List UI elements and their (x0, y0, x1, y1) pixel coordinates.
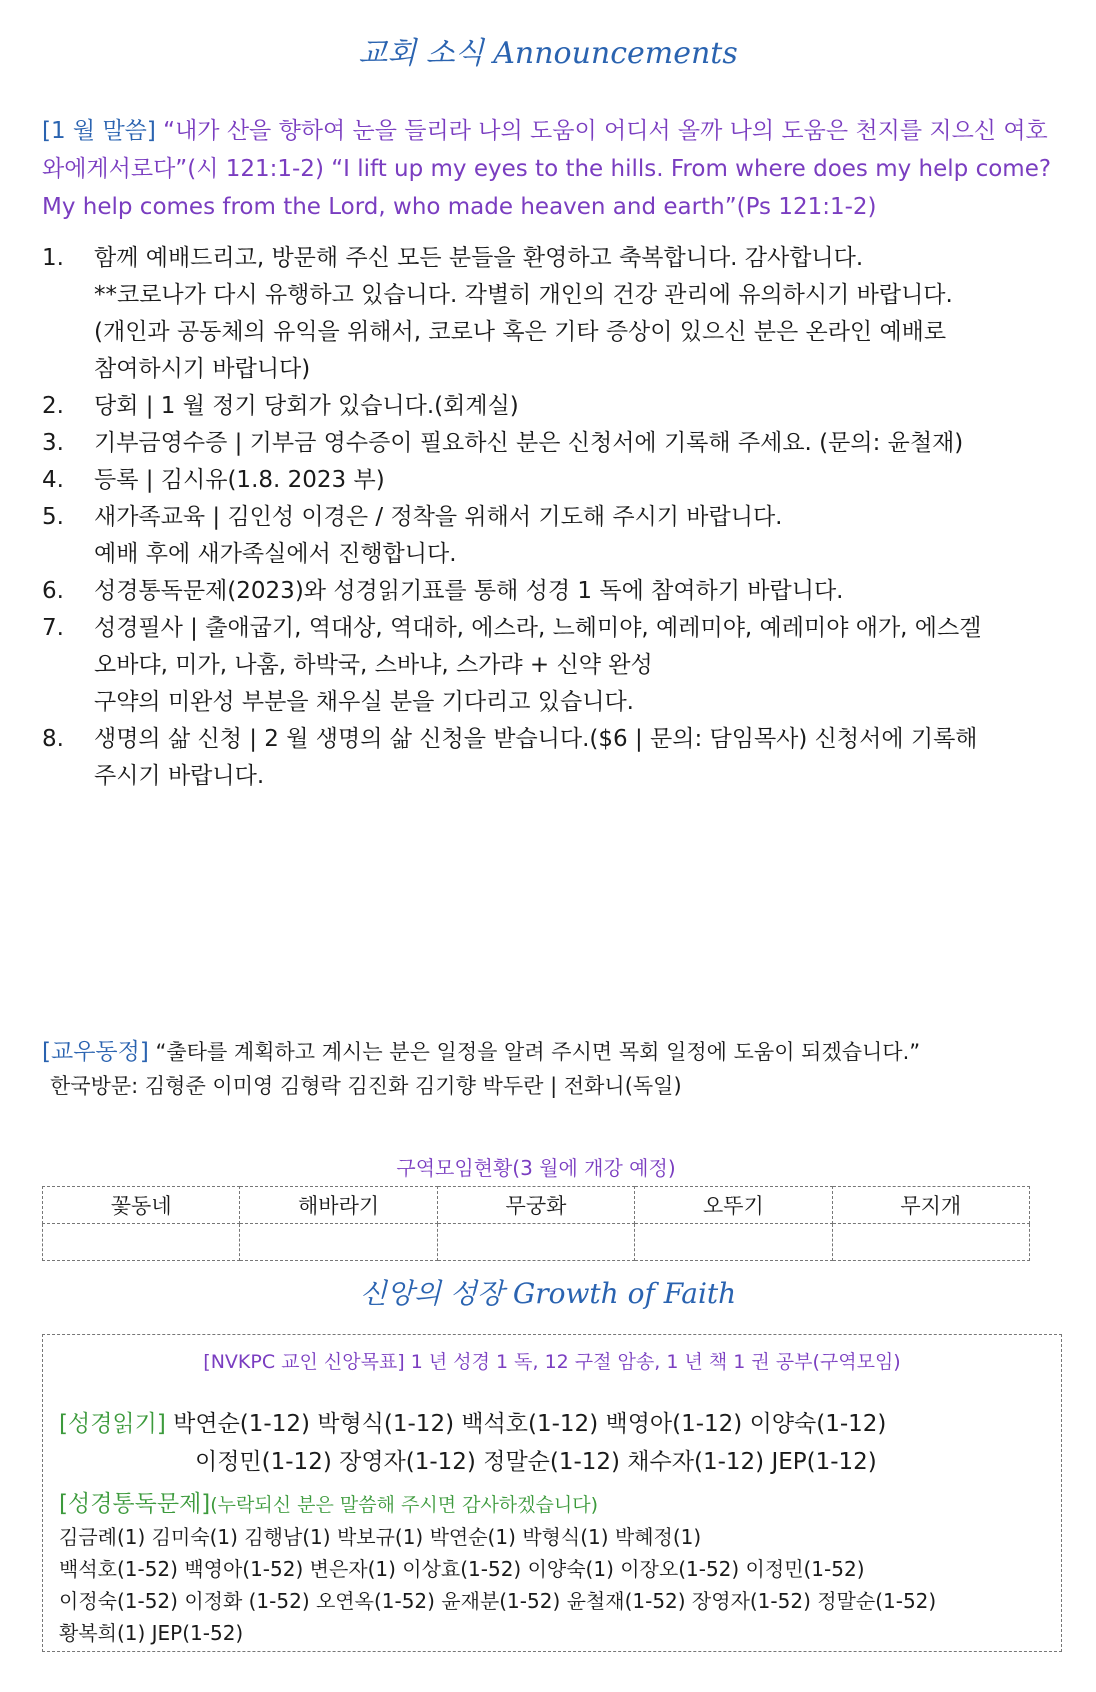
table-cell (240, 1224, 437, 1261)
announcement-list (42, 240, 1062, 795)
item-number: 1. (42, 245, 64, 271)
table-cell (832, 1224, 1029, 1261)
member-news (42, 1035, 1062, 1103)
quiz-line: 이정숙(1-52) 이정화 (1-52) 오연옥(1-52) 윤재분(1-52) 윤철재(1-52) 장영자(1-52) 정말순(1-52) (59, 1589, 937, 1613)
quiz-line: 황복희(1) JEP(1-52) (59, 1621, 244, 1645)
bible-reading-line: 박연순(1-12) 박형식(1-12) 백석호(1-12) 백영아(1-12) 이양숙(1-12) (173, 1411, 887, 1437)
item-number: 5. (42, 504, 64, 530)
verse-label: [1 월 말씀] (42, 118, 156, 144)
item-number: 4. (42, 467, 64, 493)
bible-quiz-list (59, 1521, 936, 1649)
announcement-item (42, 240, 1062, 388)
bible-quiz-note: (누락되신 분은 말씀해 주시면 감사하겠습니다) (210, 1494, 598, 1516)
member-news-text: “출타를 계획하고 계시는 분은 일정을 알려 주시면 목회 일정에 도움이 되겠습니다.” (155, 1040, 921, 1064)
bible-quiz-header (59, 1485, 598, 1518)
item-number: 8. (42, 726, 64, 752)
bible-reading-label: [성경읽기] (59, 1411, 166, 1437)
announcement-item (42, 573, 1062, 610)
small-group-caption: 구역모임현황(3 월에 개강 예정) (396, 1156, 676, 1180)
member-news-label: [교우동정] (42, 1039, 149, 1065)
growth-of-faith-box (42, 1334, 1062, 1652)
item-line: 주시기 바랍니다. (94, 763, 265, 789)
item-line: 새가족교육 | 김인성 이경은 / 정착을 위해서 기도해 주시기 바랍니다. (94, 504, 783, 530)
item-line: **코로나가 다시 유행하고 있습니다. 각별히 개인의 건강 관리에 유의하시기 바랍니다. (94, 282, 953, 308)
item-line: 성경통독문제(2023)와 성경읽기표를 통해 성경 1 독에 참여하기 바랍니다. (94, 578, 844, 604)
table-cell (43, 1224, 240, 1261)
group-name: 꽃동네 (43, 1187, 240, 1224)
small-group-table (42, 1186, 1030, 1261)
announcement-item (42, 721, 1062, 795)
item-number: 7. (42, 615, 64, 641)
korea-visit-line: 한국방문: 김형준 이미영 김형락 김진화 김기향 박두란 | 전화니(독일) (50, 1074, 682, 1098)
table-cell (437, 1224, 634, 1261)
item-line: 예배 후에 새가족실에서 진행합니다. (94, 541, 457, 567)
item-number: 3. (42, 430, 64, 456)
item-line: 생명의 삶 신청 | 2 월 생명의 삶 신청을 받습니다.($6 | 문의: 담임목사) 신청서에 기록해 (94, 726, 978, 752)
announcement-item (42, 388, 1062, 425)
item-line: 참여하시기 바랍니다) (94, 356, 311, 382)
verse-text: “내가 산을 향하여 눈을 들리라 나의 도움이 어디서 올까 나의 도움은 천지를 지으신 여호와에게서로다”(시 121:1-2) “I lift up my eyes to the hills. From where does my help come? My help comes from the Lord, who made heaven and earth”(Ps 121:1-2) (42, 118, 1052, 220)
group-name: 해바라기 (240, 1187, 437, 1224)
item-line: 등록 | 김시유(1.8. 2023 부) (94, 467, 385, 493)
table-header-row (43, 1187, 1030, 1224)
item-number: 2. (42, 393, 64, 419)
group-name: 무궁화 (437, 1187, 634, 1224)
announcement-item (42, 499, 1062, 573)
item-number: 6. (42, 578, 64, 604)
bible-reading-section (59, 1405, 886, 1481)
announcements-title: 교회 소식 Announcements (358, 36, 738, 71)
item-line: 오바댜, 미가, 나훔, 하박국, 스바냐, 스가랴 + 신약 완성 (94, 652, 653, 678)
announcement-item (42, 425, 1062, 462)
announcement-item (42, 610, 1062, 721)
group-name: 무지개 (832, 1187, 1029, 1224)
item-line: 함께 예배드리고, 방문해 주신 모든 분들을 환영하고 축복합니다. 감사합니다. (94, 245, 864, 271)
announcement-item (42, 462, 1062, 499)
bible-quiz-label: [성경통독문제] (59, 1491, 211, 1517)
quiz-line: 김금례(1) 김미숙(1) 김행남(1) 박보규(1) 박연순(1) 박형식(1) 박혜정(1) (59, 1525, 702, 1549)
item-line: 구약의 미완성 부분을 채우실 분을 기다리고 있습니다. (94, 689, 634, 715)
item-line: 당회 | 1 월 정기 당회가 있습니다.(회계실) (94, 393, 519, 419)
faith-goal: [NVKPC 교인 신앙목표] 1 년 성경 1 독, 12 구절 암송, 1 년 책 1 권 공부(구역모임) (203, 1351, 901, 1373)
bible-reading-line: 이정민(1-12) 장영자(1-12) 정말순(1-12) 채수자(1-12) JEP(1-12) (195, 1449, 877, 1475)
table-row (43, 1224, 1030, 1261)
item-line: 기부금영수증 | 기부금 영수증이 필요하신 분은 신청서에 기록해 주세요. (문의: 윤철재) (94, 430, 964, 456)
monthly-verse (42, 112, 1052, 226)
item-line: 성경필사 | 출애굽기, 역대상, 역대하, 에스라, 느헤미야, 예레미야, 예레미야 애가, 에스겔 (94, 615, 982, 641)
group-name: 오뚜기 (635, 1187, 832, 1224)
item-line: (개인과 공동체의 유익을 위해서, 코로나 혹은 기타 증상이 있으신 분은 온라인 예배로 (94, 319, 947, 345)
quiz-line: 백석호(1-52) 백영아(1-52) 변은자(1) 이상효(1-52) 이양숙(1) 이장오(1-52) 이정민(1-52) (59, 1557, 865, 1581)
table-cell (635, 1224, 832, 1261)
growth-of-faith-title: 신앙의 성장 Growth of Faith (359, 1277, 737, 1310)
